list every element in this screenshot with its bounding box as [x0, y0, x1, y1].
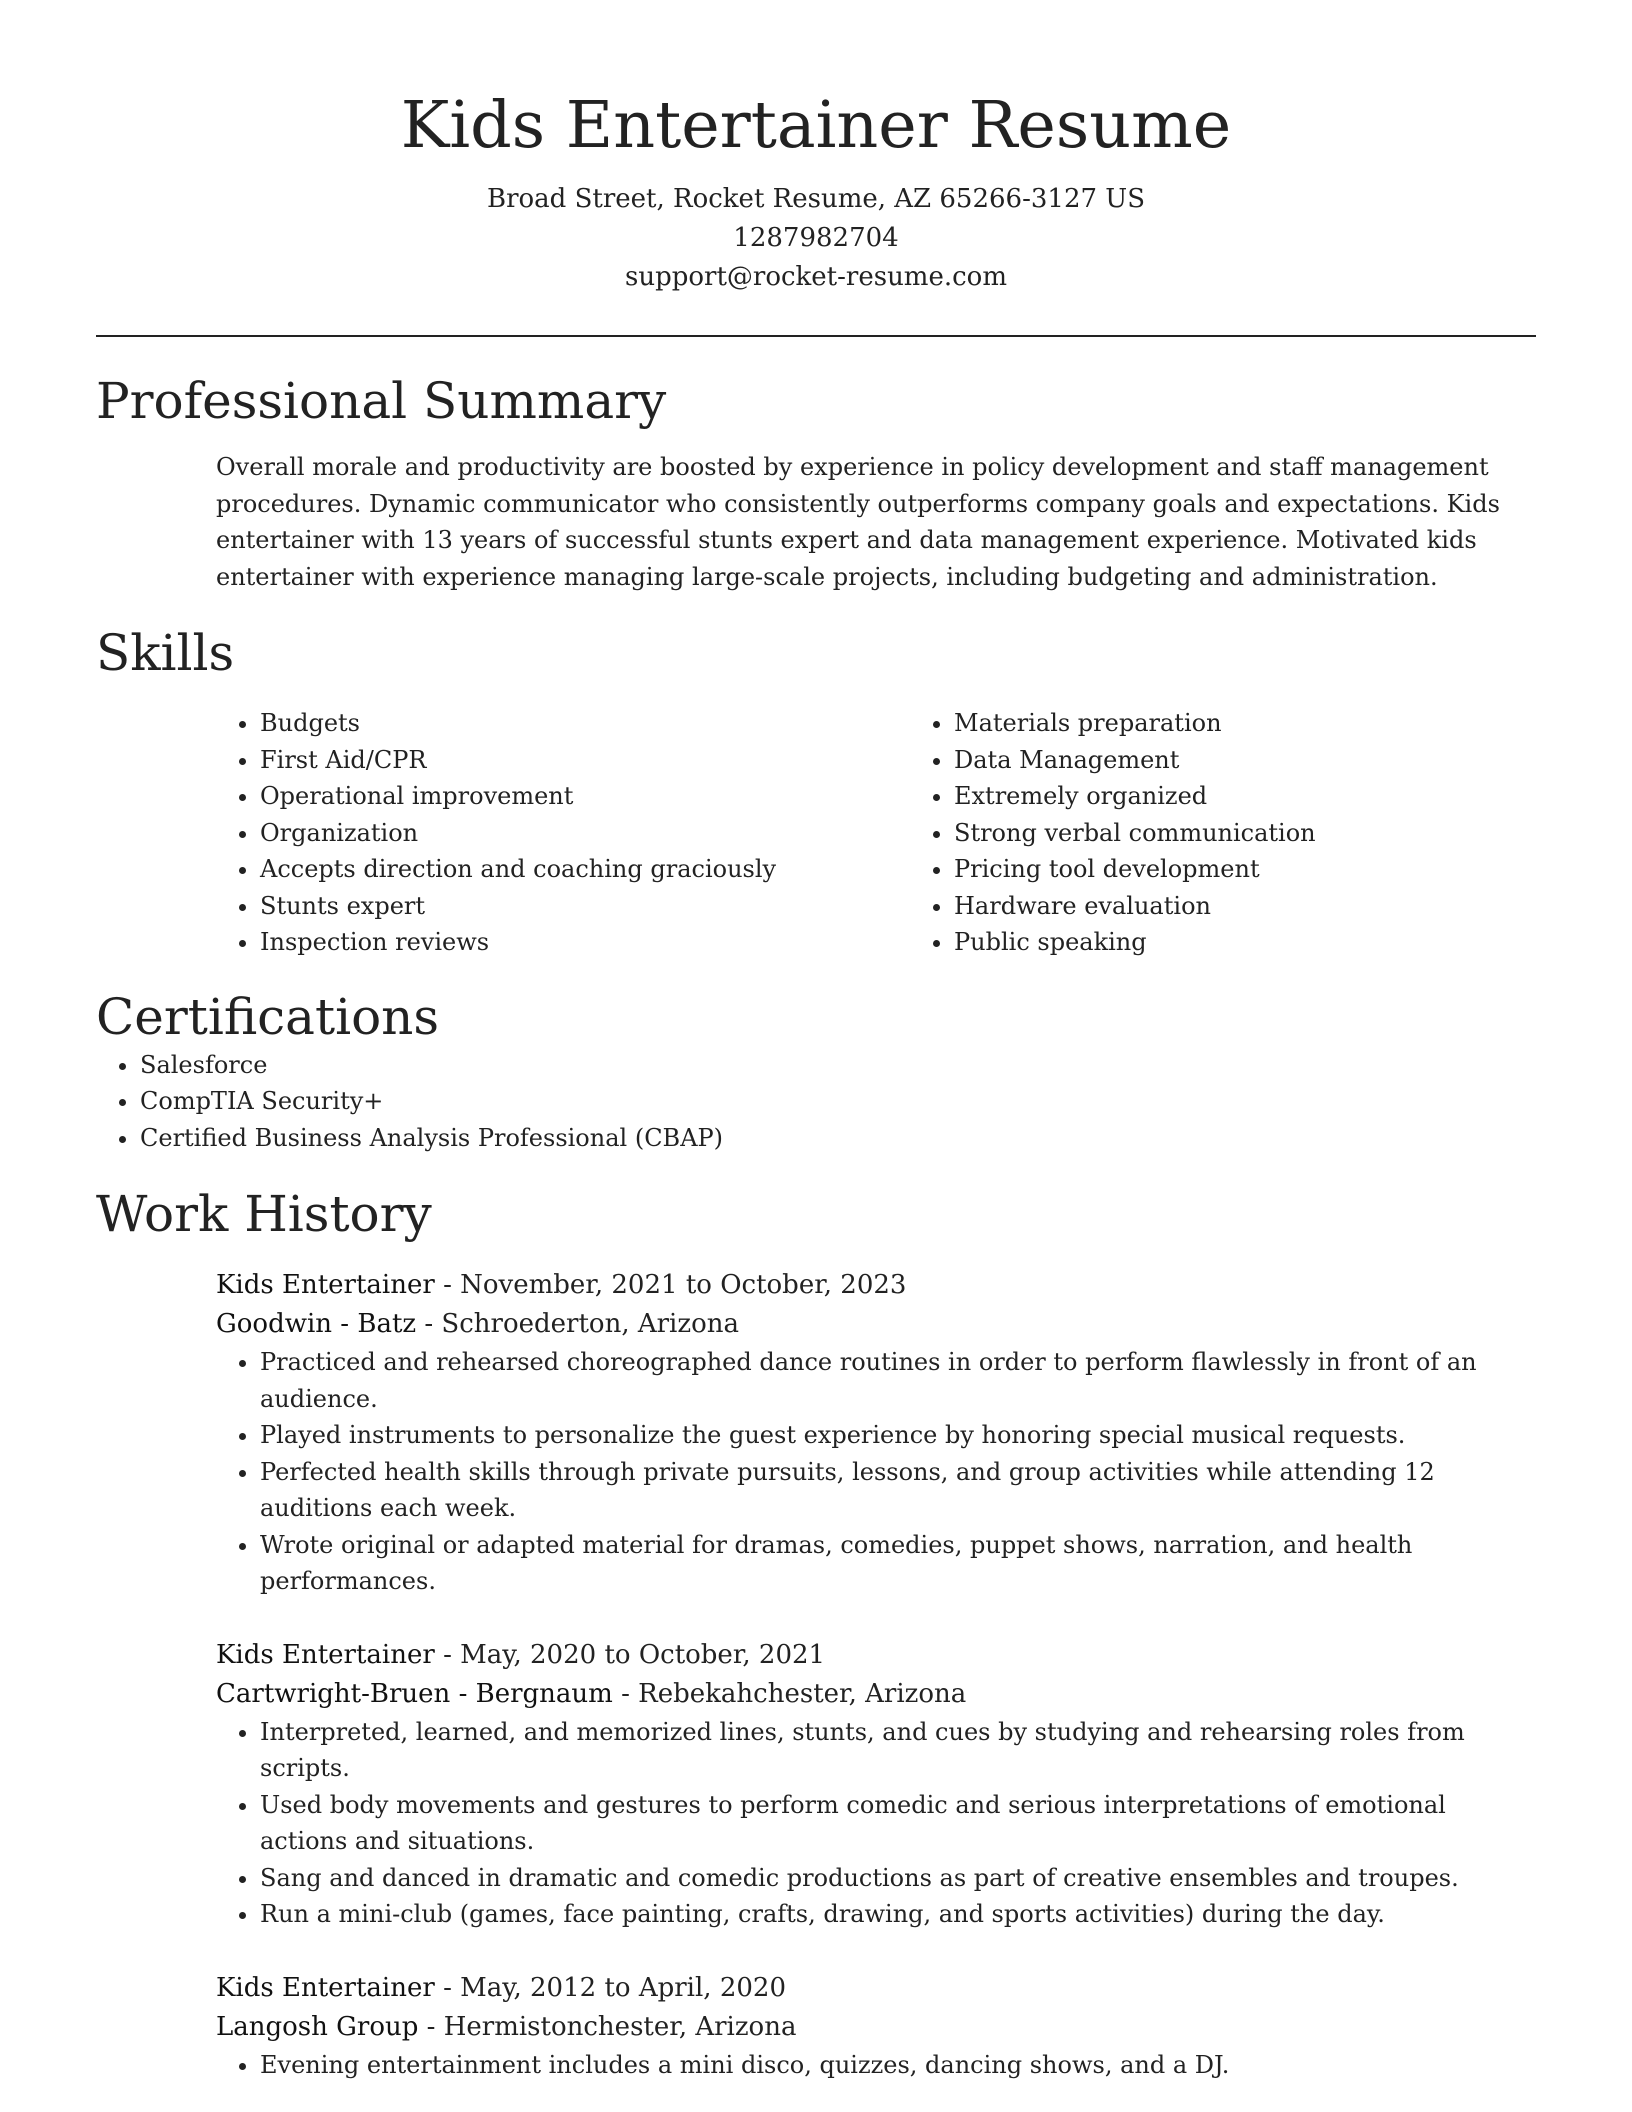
skill-item: • Operational improvement — [260, 778, 910, 815]
skills-grid — [216, 705, 1536, 961]
certifications-heading: Certifications — [96, 987, 440, 1046]
job-title-line — [216, 1266, 1536, 1305]
job-company: Cartwright-Bruen - Bergnaum — [216, 1678, 613, 1709]
job-title: Kids Entertainer — [216, 1972, 435, 2003]
job-bullet: • Practiced and rehearsed choreographed dance routines in order to perform flawlessly in front of an audience. — [260, 1344, 1536, 1417]
skills-list-left — [216, 705, 910, 961]
skill-item: • Public speaking — [954, 924, 1604, 961]
skill-item: • Inspection reviews — [260, 924, 910, 961]
job-company: Langosh Group — [216, 2011, 419, 2042]
job-bullet: • Interpreted, learned, and memorized lines, stunts, and cues by studying and rehearsing roles from scripts. — [260, 1714, 1536, 1787]
job-bullets — [216, 2047, 1536, 2084]
skill-item: • Pricing tool development — [954, 851, 1604, 888]
job-location: - Rebekahchester, Arizona — [612, 1678, 967, 1709]
job-entry — [216, 1266, 1536, 1600]
skill-item: • Accepts direction and coaching graciously — [260, 851, 910, 888]
job-location: - Schroederton, Arizona — [416, 1309, 739, 1339]
job-title-line — [216, 1636, 1536, 1675]
job-bullet: • Sang and danced in dramatic and comedic productions as part of creative ensembles and troupes. — [260, 1860, 1536, 1897]
skill-item: • Strong verbal communication — [954, 815, 1604, 852]
summary-text: Overall morale and productivity are boosted by experience in policy development and staff management procedures. Dynamic communicator who consistently outperforms company goals and expectations. Kids entertainer with 13 years of successful stunts expert and data management experience. Motivated kids entertainer with experience managing large-scale projects, including budgeting and administration. — [216, 453, 1500, 591]
certification-item: • Certified Business Analysis Professional (CBAP) — [140, 1120, 1536, 1157]
job-bullet: • Wrote original or adapted material for dramas, comedies, puppet shows, narration, and health performances. — [260, 1527, 1536, 1600]
skill-item: • Hardware evaluation — [954, 888, 1604, 925]
certifications-list — [96, 1047, 1536, 1157]
skill-item: • Data Management — [954, 742, 1604, 779]
job-bullet: • Perfected health skills through private pursuits, lessons, and group activities while attending 12 auditions each week. — [260, 1454, 1536, 1527]
job-bullets — [216, 1344, 1536, 1600]
skills-heading: Skills — [96, 624, 235, 682]
job-dates: - November, 2021 to October, 2023 — [434, 1270, 907, 1300]
summary-heading: Professional Summary — [96, 372, 667, 430]
job-dates: - May, 2012 to April, 2020 — [434, 1972, 786, 2003]
header-divider — [96, 335, 1536, 337]
skills-list-right — [910, 705, 1604, 961]
job-bullet: • Used body movements and gestures to perform comedic and serious interpretations of emotional actions and situations. — [260, 1787, 1536, 1860]
job-title: Kids Entertainer — [216, 1639, 435, 1670]
job-bullet: • Run a mini-club (games, face painting, crafts, drawing, and sports activities) during the day. — [260, 1896, 1536, 1933]
contact-address: Broad Street, Rocket Resume, AZ 65266-3127 US — [486, 184, 1146, 214]
job-title: Kids Entertainer — [216, 1270, 435, 1300]
skill-item: • Stunts expert — [260, 888, 910, 925]
certification-item: • Salesforce — [140, 1047, 1536, 1084]
job-title-line — [216, 1969, 1536, 2008]
job-location: - Hermistonchester, Arizona — [418, 2011, 797, 2042]
job-company-line — [216, 1675, 1536, 1714]
skill-item: • Organization — [260, 815, 910, 852]
job-entry — [216, 1636, 1536, 1933]
job-bullet: • Evening entertainment includes a mini disco, quizzes, dancing shows, and a DJ. — [260, 2047, 1536, 2084]
skill-item: • Extremely organized — [954, 778, 1604, 815]
resume-header — [96, 0, 1536, 297]
certification-item: • CompTIA Security+ — [140, 1083, 1536, 1120]
job-dates: - May, 2020 to October, 2021 — [434, 1639, 826, 1670]
job-company-line — [216, 2008, 1536, 2047]
contact-email: support@rocket-resume.com — [624, 262, 1007, 292]
job-entry — [216, 1969, 1536, 2084]
job-bullets — [216, 1714, 1536, 1933]
job-company-line — [216, 1305, 1536, 1344]
work-history-heading: Work History — [96, 1185, 432, 1243]
job-company: Goodwin - Batz — [216, 1309, 417, 1339]
skill-item: • Budgets — [260, 705, 910, 742]
page-title: Kids Entertainer Resume — [400, 88, 1232, 163]
job-bullet: • Played instruments to personalize the guest experience by honoring special musical requests. — [260, 1417, 1536, 1454]
contact-phone: 1287982704 — [733, 223, 899, 253]
skill-item: • Materials preparation — [954, 705, 1604, 742]
skill-item: • First Aid/CPR — [260, 742, 910, 779]
contact-info — [96, 180, 1536, 297]
